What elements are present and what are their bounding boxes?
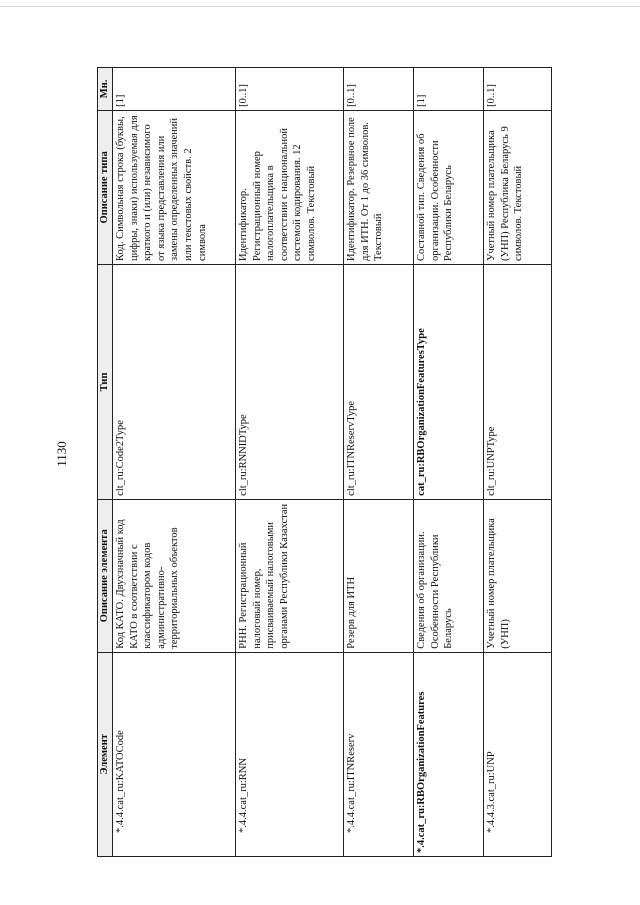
type-description: Идентификатор. Резервное поле для ИТН. От 1 до 36 символов. Текстовый — [344, 110, 414, 264]
type-description: Идентификатор. Регистрационный номер налогоплательщика в соответствии с национальной системой кодирования. 12 символов. Текстовый — [236, 110, 344, 264]
type-description: Составной тип. Сведения об организации. Особенности Республики Беларусь — [414, 110, 484, 264]
element-description: РНН. Регистрационный налоговый номер, присваиваемый налоговыми органами Республики Казахстан — [236, 499, 344, 652]
element-cell — [414, 652, 484, 856]
element-name: *.4.4.cat_ru:RNN — [238, 758, 249, 833]
element-name: *.4.4.3.cat_ru:UNP — [486, 751, 497, 833]
type-name: clt_ru:ITNReservType — [344, 264, 414, 499]
element-name: *.4.cat_ru:RBOrganizationFeatures — [416, 691, 427, 853]
type-description: Учетный номер плательщика (УНП) Республика Беларусь 9 символов. Текстовый — [484, 110, 552, 264]
element-name: *.4.4.cat_ru:KATOCode — [115, 730, 126, 833]
element-cell — [484, 652, 552, 856]
table-row — [344, 68, 414, 857]
type-name: cat_ru:RBOrganizationFeaturesType — [414, 264, 484, 499]
element-cell — [344, 652, 414, 856]
elements-table — [97, 67, 552, 857]
type-name: clt_ru:Code2Type — [113, 264, 236, 499]
table-row — [113, 68, 236, 857]
element-description: Код КАТО. Двухзначный код КАТО в соответствии с классификатором кодов административно-территориальных объектов — [113, 499, 236, 652]
type-name: clt_ru:RNNIDType — [236, 264, 344, 499]
header-multiplicity: Мн. — [98, 68, 113, 111]
element-cell — [113, 652, 236, 856]
element-cell — [236, 652, 344, 856]
header-element: Элемент — [98, 652, 113, 856]
multiplicity: [0..1] — [484, 68, 552, 111]
header-type-description: Описание типа — [98, 110, 113, 264]
table-header-row — [98, 68, 113, 857]
multiplicity: [1] — [414, 68, 484, 111]
multiplicity: [0..1] — [236, 68, 344, 111]
table-row — [414, 68, 484, 857]
element-description: Резерв для ИТН — [344, 499, 414, 652]
header-type: Тип — [98, 264, 113, 499]
element-name: *.4.4.cat_ru:ITNReserv — [346, 733, 357, 833]
table-row — [484, 68, 552, 857]
element-description: Учетный номер плательщика (УНП) — [484, 499, 552, 652]
scan-edge-line — [0, 6, 640, 7]
type-description: Код. Символьная строка (буквы, цифры, знаки) используемая для краткого и (или) независимого от языка представления или замены определенных значений или текстовых свойств. 2 символа — [113, 110, 236, 264]
multiplicity: [1] — [113, 68, 236, 111]
table-row — [236, 68, 344, 857]
type-name: clt_ru:UNPType — [484, 264, 552, 499]
element-description: Сведения об организации. Особенности Республики Беларусь — [414, 499, 484, 652]
header-element-description: Описание элемента — [98, 499, 113, 652]
multiplicity: [0..1] — [344, 68, 414, 111]
rotated-table-container — [97, 67, 525, 857]
